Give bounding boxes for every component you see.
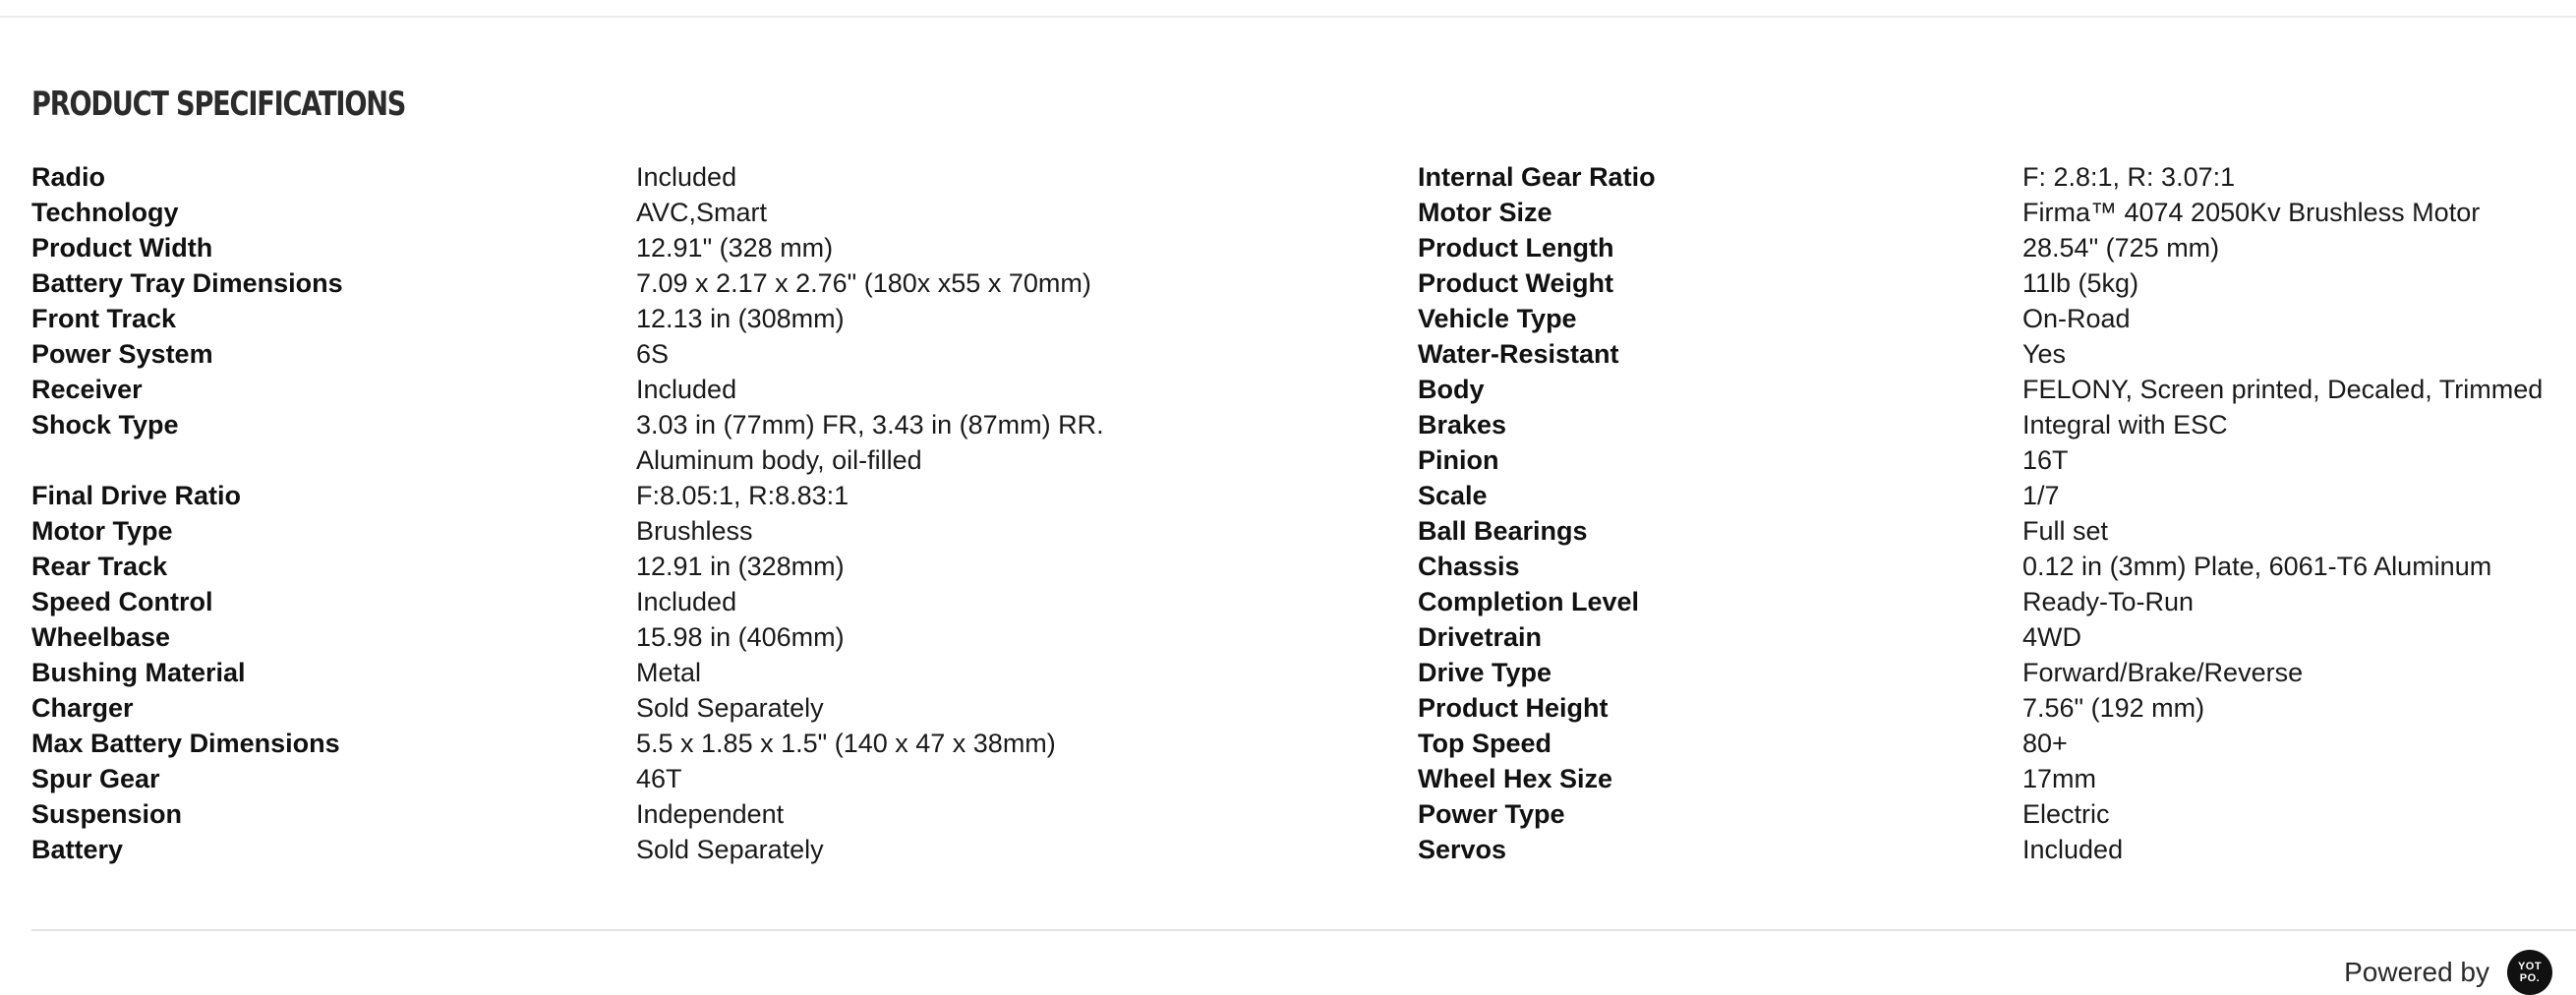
top-divider — [0, 16, 2576, 18]
spec-row — [1418, 407, 2543, 442]
spec-label: Servos — [1418, 835, 1507, 864]
spec-value-line: Sold Separately — [636, 693, 824, 723]
spec-value — [636, 619, 1104, 655]
spec-row — [1418, 690, 2543, 726]
spec-label: Motor Size — [1418, 198, 1552, 227]
spec-row — [1418, 372, 2543, 407]
spec-row — [31, 478, 1104, 513]
spec-value-line: Metal — [636, 658, 702, 687]
spec-value — [2022, 549, 2543, 584]
spec-row — [31, 195, 1104, 230]
spec-value-line: 17mm — [2022, 764, 2097, 793]
spec-row — [31, 761, 1104, 796]
spec-value — [2022, 619, 2543, 655]
spec-value — [636, 230, 1104, 265]
spec-row — [1418, 265, 2543, 301]
spec-value — [636, 761, 1104, 796]
spec-value-line: F: 2.8:1, R: 3.07:1 — [2022, 162, 2236, 192]
spec-row — [1418, 761, 2543, 796]
spec-label: Pinion — [1418, 445, 1499, 475]
spec-value-line: On-Road — [2022, 304, 2131, 333]
spec-row — [1418, 159, 2543, 195]
spec-row — [1418, 655, 2543, 690]
spec-row — [31, 549, 1104, 584]
spec-row — [31, 230, 1104, 265]
spec-value-line: 12.91 in (328mm) — [636, 552, 845, 581]
spec-value-line: 12.91" (328 mm) — [636, 233, 834, 263]
spec-label: Charger — [31, 693, 134, 723]
spec-label: Product Height — [1418, 693, 1609, 723]
spec-row — [1418, 549, 2543, 584]
spec-row — [1418, 478, 2543, 513]
spec-label: Motor Type — [31, 516, 173, 546]
spec-value — [2022, 336, 2543, 372]
spec-value-line: Independent — [636, 799, 785, 829]
spec-label: Vehicle Type — [1418, 304, 1577, 333]
spec-value-line: Electric — [2022, 799, 2110, 829]
spec-value-line: Included — [636, 162, 737, 192]
spec-label: Drivetrain — [1418, 622, 1543, 652]
spec-value-line: Included — [2022, 835, 2124, 864]
spec-value — [2022, 230, 2543, 265]
spec-row — [31, 796, 1104, 832]
spec-label: Bushing Material — [31, 658, 246, 687]
spec-label: Wheelbase — [31, 622, 171, 652]
spec-label: Product Width — [31, 233, 213, 263]
spec-row — [31, 336, 1104, 372]
spec-row — [1418, 230, 2543, 265]
spec-value — [2022, 265, 2543, 301]
spec-value-line: 6S — [636, 339, 670, 369]
spec-value — [636, 336, 1104, 372]
spec-label: Power Type — [1418, 799, 1565, 829]
spec-value — [2022, 655, 2543, 690]
spec-value — [636, 301, 1104, 336]
spec-value — [2022, 159, 2543, 195]
spec-label: Scale — [1418, 481, 1488, 510]
spec-value-line: 1/7 — [2022, 481, 2060, 510]
spec-row — [31, 690, 1104, 726]
spec-value-line: Full set — [2022, 516, 2109, 546]
spec-value — [636, 796, 1104, 832]
spec-row — [1418, 442, 2543, 478]
spec-value-line: 12.13 in (308mm) — [636, 304, 845, 333]
spec-label: Drive Type — [1418, 658, 1552, 687]
spec-value-line: 28.54" (725 mm) — [2022, 233, 2220, 263]
spec-row — [1418, 301, 2543, 336]
spec-value-line: Integral with ESC — [2022, 410, 2228, 439]
spec-value-line: Forward/Brake/Reverse — [2022, 658, 2304, 687]
spec-value-line: Ready-To-Run — [2022, 587, 2195, 616]
spec-value — [636, 195, 1104, 230]
spec-label: Front Track — [31, 304, 177, 333]
product-specifications-section — [31, 79, 2576, 864]
spec-value — [2022, 301, 2543, 336]
spec-label: Water-Resistant — [1418, 339, 1619, 369]
spec-label: Top Speed — [1418, 729, 1552, 758]
spec-value — [636, 549, 1104, 584]
spec-label: Technology — [31, 198, 179, 227]
spec-value — [2022, 195, 2543, 230]
spec-label: Power System — [31, 339, 213, 369]
spec-value-line: 46T — [636, 764, 682, 793]
spec-label: Radio — [31, 162, 106, 192]
spec-column-right — [1418, 159, 2543, 867]
spec-label: Max Battery Dimensions — [31, 729, 340, 758]
spec-value — [636, 726, 1104, 761]
bottom-divider — [31, 929, 2576, 931]
spec-value-line: Aluminum body, oil-filled — [636, 445, 922, 475]
spec-value-line: 5.5 x 1.85 x 1.5" (140 x 47 x 38mm) — [636, 729, 1056, 758]
spec-value — [636, 690, 1104, 726]
spec-value-line: 15.98 in (406mm) — [636, 622, 845, 652]
powered-by-text: Powered by — [2344, 957, 2489, 987]
spec-value — [636, 265, 1104, 301]
spec-value-line: 80+ — [2022, 729, 2068, 758]
spec-label: Shock Type — [31, 410, 179, 439]
spec-value — [2022, 690, 2543, 726]
spec-value — [2022, 796, 2543, 832]
spec-label: Chassis — [1418, 552, 1520, 581]
spec-value — [2022, 832, 2543, 867]
spec-value-line: FELONY, Screen printed, Decaled, Trimmed — [2022, 375, 2544, 404]
spec-value — [2022, 442, 2543, 478]
spec-row — [31, 726, 1104, 761]
spec-row — [1418, 336, 2543, 372]
spec-value — [636, 513, 1104, 549]
spec-value — [2022, 584, 2543, 619]
spec-row — [31, 619, 1104, 655]
spec-row — [1418, 726, 2543, 761]
spec-value — [2022, 372, 2543, 407]
spec-label: Rear Track — [31, 552, 168, 581]
spec-label: Final Drive Ratio — [31, 481, 242, 510]
spec-value — [2022, 761, 2543, 796]
yotpo-logo-text-bottom: PO. — [2519, 972, 2541, 984]
spec-row — [1418, 584, 2543, 619]
spec-value-line: F:8.05:1, R:8.83:1 — [636, 481, 849, 510]
yotpo-logo-icon[interactable] — [2507, 950, 2552, 995]
spec-value-line: 7.09 x 2.17 x 2.76" (180x x55 x 70mm) — [636, 268, 1091, 298]
spec-value — [636, 655, 1104, 690]
spec-value-line: 3.03 in (77mm) FR, 3.43 in (87mm) RR. — [636, 410, 1104, 439]
spec-value-line: 7.56" (192 mm) — [2022, 693, 2205, 723]
spec-value-line: Included — [636, 587, 737, 616]
spec-value — [2022, 407, 2543, 442]
spec-value-line: 16T — [2022, 445, 2069, 475]
spec-label: Body — [1418, 375, 1485, 404]
spec-value — [2022, 726, 2543, 761]
spec-value-line: AVC,Smart — [636, 198, 768, 227]
spec-label: Completion Level — [1418, 587, 1640, 616]
spec-row — [31, 655, 1104, 690]
spec-value-line: Firma™ 4074 2050Kv Brushless Motor — [2022, 198, 2481, 227]
spec-label: Internal Gear Ratio — [1418, 162, 1656, 192]
spec-value — [636, 407, 1104, 478]
spec-value — [636, 584, 1104, 619]
spec-value — [636, 832, 1104, 867]
spec-label: Product Weight — [1418, 268, 1613, 298]
yotpo-logo-text — [2518, 961, 2542, 984]
spec-value-line: 4WD — [2022, 622, 2081, 652]
spec-row — [1418, 619, 2543, 655]
spec-value — [636, 478, 1104, 513]
spec-column-left — [31, 159, 1104, 867]
spec-row — [31, 407, 1104, 478]
spec-row — [1418, 513, 2543, 549]
spec-row — [31, 513, 1104, 549]
spec-row — [1418, 195, 2543, 230]
spec-value — [2022, 478, 2543, 513]
spec-row — [31, 832, 1104, 867]
spec-value — [636, 159, 1104, 195]
yotpo-logo-text-top: YOT — [2517, 961, 2543, 972]
spec-row — [31, 584, 1104, 619]
spec-label: Suspension — [31, 799, 183, 829]
section-title: PRODUCT SPECIFICATIONS — [31, 85, 406, 124]
spec-value-line: 11lb (5kg) — [2022, 268, 2139, 298]
spec-value-line: 0.12 in (3mm) Plate, 6061-T6 Aluminum — [2022, 552, 2492, 581]
spec-label: Brakes — [1418, 410, 1507, 439]
spec-label: Speed Control — [31, 587, 213, 616]
powered-by-footer[interactable] — [2344, 950, 2552, 995]
spec-value — [636, 372, 1104, 407]
spec-row — [31, 159, 1104, 195]
spec-label: Product Length — [1418, 233, 1614, 263]
spec-value-line: Sold Separately — [636, 835, 824, 864]
spec-value — [2022, 513, 2543, 549]
spec-label: Battery — [31, 835, 124, 864]
spec-label: Wheel Hex Size — [1418, 764, 1613, 793]
spec-row — [31, 372, 1104, 407]
spec-label: Battery Tray Dimensions — [31, 268, 343, 298]
spec-value-line: Included — [636, 375, 737, 404]
spec-label: Receiver — [31, 375, 143, 404]
spec-row — [31, 301, 1104, 336]
spec-value-line: Brushless — [636, 516, 753, 546]
spec-label: Spur Gear — [31, 764, 160, 793]
spec-value-line: Yes — [2022, 339, 2067, 369]
spec-row — [31, 265, 1104, 301]
spec-row — [1418, 796, 2543, 832]
spec-label: Ball Bearings — [1418, 516, 1588, 546]
spec-row — [1418, 832, 2543, 867]
